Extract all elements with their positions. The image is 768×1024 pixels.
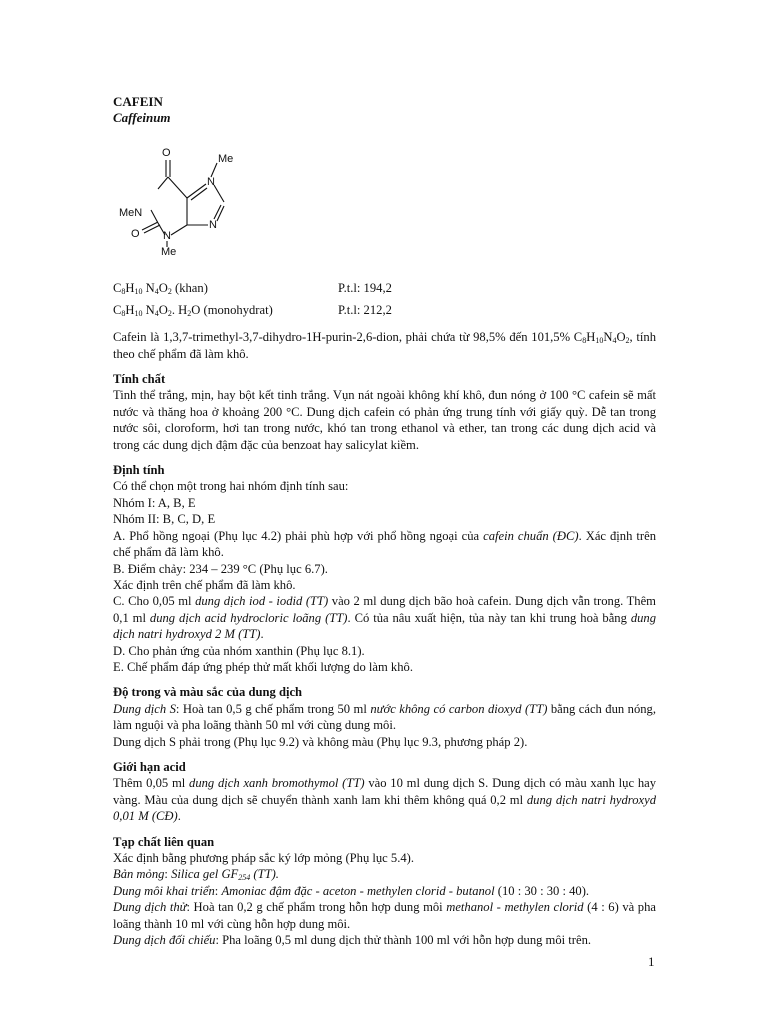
section-heading: Độ trong và màu sắc của dung dịch <box>113 685 303 700</box>
section-text: Dung dịch S: Hoà tan 0,5 g chế phẩm trong 50 ml nước không có carbon dioxyd (TT) bằng cách đun nóng, làm nguội và pha loãng thành 50 ml với cùng dung môi. <box>113 701 656 733</box>
monograph-title: CAFEIN <box>113 94 163 109</box>
text-line: Xác định bằng phương pháp sắc ký lớp mỏng (Phụ lục 5.4). <box>113 851 415 865</box>
test-e: E. Chế phẩm đáp ứng phép thử mất khối lượng do làm khô. <box>113 659 413 674</box>
text-line: Dung dịch S phải trong (Phụ lục 9.2) và không màu (Phụ lục 9.3, phương pháp 2). <box>113 734 528 749</box>
formula-monohydrate: $C_8H_{10}$ $N_4O_2$. $H_2O$ (monohydrat) P.t.l: 212,2 <box>113 303 392 319</box>
structure-label-me-top: Me <box>218 152 234 165</box>
caffeine-structure-diagram <box>113 129 243 247</box>
page-number: 1 <box>648 954 655 969</box>
structure-label-o-top: O <box>162 146 171 159</box>
section-properties <box>113 371 656 453</box>
structure-label-n-bottom: N <box>163 229 171 242</box>
monograph-page <box>113 94 656 948</box>
section-heading: Tính chất <box>113 372 166 387</box>
structure-label-n-right: N <box>209 218 217 231</box>
section-acidity-limit <box>113 759 656 825</box>
text-line: Bản mỏng: Silica gel $GF_{254}$ (TT). <box>113 867 279 883</box>
structure-label-n-top: N <box>207 175 215 188</box>
section-clarity-color <box>113 684 656 750</box>
latin-name: Caffeinum <box>113 110 171 126</box>
text-line: Nhóm II: B, C, D, E <box>113 512 216 527</box>
test-c: C. Cho 0,05 ml dung dịch iod - iodid (TT) vào 2 ml dung dịch bão hoà cafein. Dung dịch vẫn trong. Thêm 0,1 ml dung dịch acid hydrocloric loãng (TT). Có tủa nâu xuất hiện, tủa này tan khi trung hoà bằng dung dịch natri hydroxyd 2 M (TT). <box>113 594 656 642</box>
formula-anhydrous: $C_8H_{10}$ $N_4O_2$ (khan) P.t.l: 194,2 <box>113 281 392 297</box>
text-line: Dung dịch đối chiếu: Pha loãng 0,5 ml dung dịch thử thành 100 ml với hỗn hợp dung môi trên. <box>113 933 592 948</box>
molecular-weight: P.t.l: 212,2 <box>338 303 392 318</box>
section-text: Thêm 0,05 ml dung dịch xanh bromothymol (TT) vào 10 ml dung dịch S. Dung dịch có màu xanh lục hay vàng. Màu của dung dịch sẽ chuyển thành xanh lam khi thêm không quá 0,2 ml dung dịch natri hydroxyd 0,01 M (CĐ). <box>113 776 657 824</box>
section-text: Tinh thể trắng, mịn, hay bột kết tinh trắng. Vụn nát ngoài không khí khô, đun nóng ở 100 °C cafein sẽ mất nước và thăng hoa ở khoảng 200 °C. Dung dịch cafein có phản ứng trung tính với giấy quỳ. Dễ tan trong nước sôi, cloroform, hơi tan trong nước, khó tan trong ethanol và ether, tan trong các dung dịch acid và trong các dung dịch đậm đặc của benzoat hay salicylat kiềm. <box>113 388 656 452</box>
text-line: Xác định trên chế phẩm đã làm khô. <box>113 577 296 592</box>
test-a: A. Phổ hồng ngoại (Phụ lục 4.2) phải phù hợp với phổ hồng ngoại của cafein chuẩn (ĐC). Xác định trên chế phẩm đã làm khô. <box>113 528 656 560</box>
test-d: D. Cho phản ứng của nhóm xanthin (Phụ lục 8.1). <box>113 643 365 658</box>
definition-paragraph: Cafein là 1,3,7-trimethyl-3,7-dihydro-1H-purin-2,6-dion, phải chứa từ 98,5% đến 101,5% $C_8H_{10}N_4O_2$, tính theo chế phẩm đã làm khô. <box>113 330 656 361</box>
molecular-weight: P.t.l: 194,2 <box>338 281 392 296</box>
section-text: Dung dịch thử: Hoà tan 0,2 g chế phẩm trong hỗn hợp dung môi methanol - methylen clorid (4 : 6) và pha loãng thành 10 ml với cùng hỗn hợp dung môi. <box>113 900 656 931</box>
text-line: Có thể chọn một trong hai nhóm định tính sau: <box>113 479 349 494</box>
text-line: Nhóm I: A, B, E <box>113 495 196 510</box>
section-related-substances <box>113 834 656 949</box>
section-heading: Định tính <box>113 463 165 478</box>
section-heading: Giới hạn acid <box>113 759 186 774</box>
structure-label-men: MeN <box>119 206 143 219</box>
test-b: B. Điểm chảy: 234 – 239 °C (Phụ lục 6.7). <box>113 561 328 576</box>
structure-label-me-bottom: Me <box>161 245 177 258</box>
section-identification <box>113 462 656 675</box>
section-heading: Tạp chất liên quan <box>113 834 215 849</box>
text-line: Dung môi khai triển: Amoniac đậm đặc - aceton - methylen clorid - butanol (10 : 30 : 30 : 40). <box>113 883 590 898</box>
structure-label-o-left: O <box>131 227 140 240</box>
